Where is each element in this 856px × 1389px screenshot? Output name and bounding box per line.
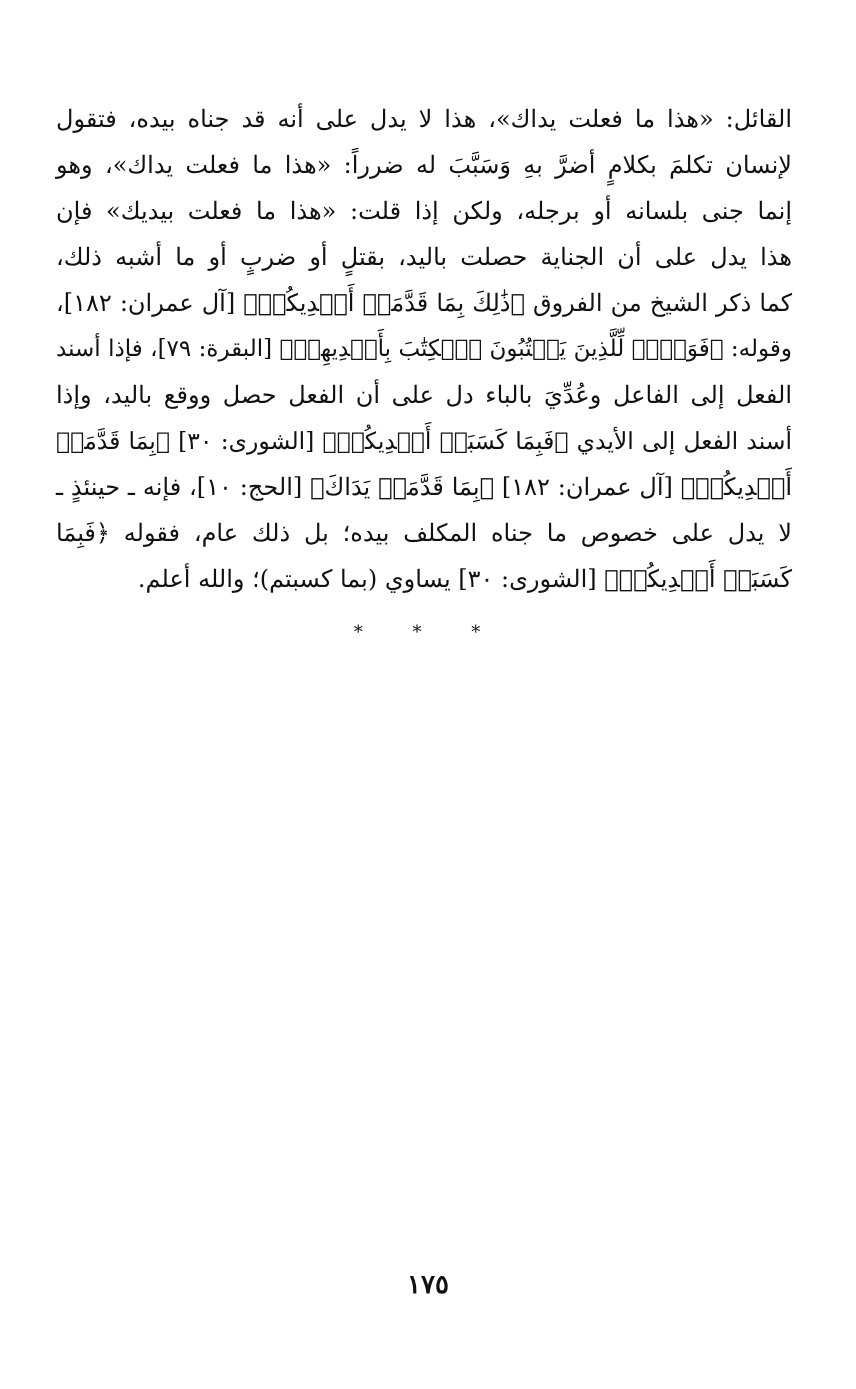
body-line: لإنسان تكلمَ بكلامٍ أضرَّ بهِ وَسَبَّبَ له ضرراً: «هذا ما فعلت يداك»، وهو <box>56 151 792 179</box>
section-separator: * * * <box>353 622 503 643</box>
body-line: أَيۡدِيكُمۡ﴾ [آل عمران: ١٨٢] ﴿بِمَا قَدَّمَتۡ يَدَاكَ﴾ [الحج: ١٠]، فإنه ـ حينئذٍ ـ <box>56 473 792 501</box>
body-line: هذا يدل على أن الجناية حصلت باليد، بقتلٍ أو ضربٍ أو ما أشبه ذلك، <box>56 243 792 271</box>
body-line: الفعل إلى الفاعل وعُدِّيَ بالباء دل على أن الفعل حصل ووقع باليد، وإذا <box>56 381 792 409</box>
body-line: كَسَبَتۡ أَيۡدِيكُمۡ﴾ [الشورى: ٣٠] يساوي (بما كسبتم)؛ والله أعلم. <box>137 565 792 593</box>
body-line: أسند الفعل إلى الأيدي ﴿فَبِمَا كَسَبَتۡ أَيۡدِيكُمۡ﴾ [الشورى: ٣٠] ﴿بِمَا قَدَّمَتۡ <box>56 427 793 455</box>
page-number: ١٧٥ <box>407 1270 449 1300</box>
body-line: لا يدل على خصوص ما جناه المكلف بيده؛ بل ذلك عام، فقوله ﴿فَبِمَا <box>56 519 792 547</box>
body-line: القائل: «هذا ما فعلت يداك»، هذا لا يدل على أنه قد جناه بيده، فتقول <box>56 105 792 133</box>
body-line: إنما جنى بلسانه أو برجله، ولكن إذا قلت: «هذا ما فعلت بيديك» فإن <box>56 197 792 225</box>
body-line: وقوله: ﴿فَوَيۡلٞ لِّلَّذِينَ يَكۡتُبُونَ ٱلۡكِتَٰبَ بِأَيۡدِيهِمۡ﴾ [البقرة: ٧٩]، فإذا أسند <box>56 336 792 362</box>
body-text <box>56 96 792 602</box>
body-line: كما ذكر الشيخ من الفروق ﴿ذَٰلِكَ بِمَا قَدَّمَتۡ أَيۡدِيكُمۡ﴾ [آل عمران: ١٨٢]، <box>56 289 792 317</box>
